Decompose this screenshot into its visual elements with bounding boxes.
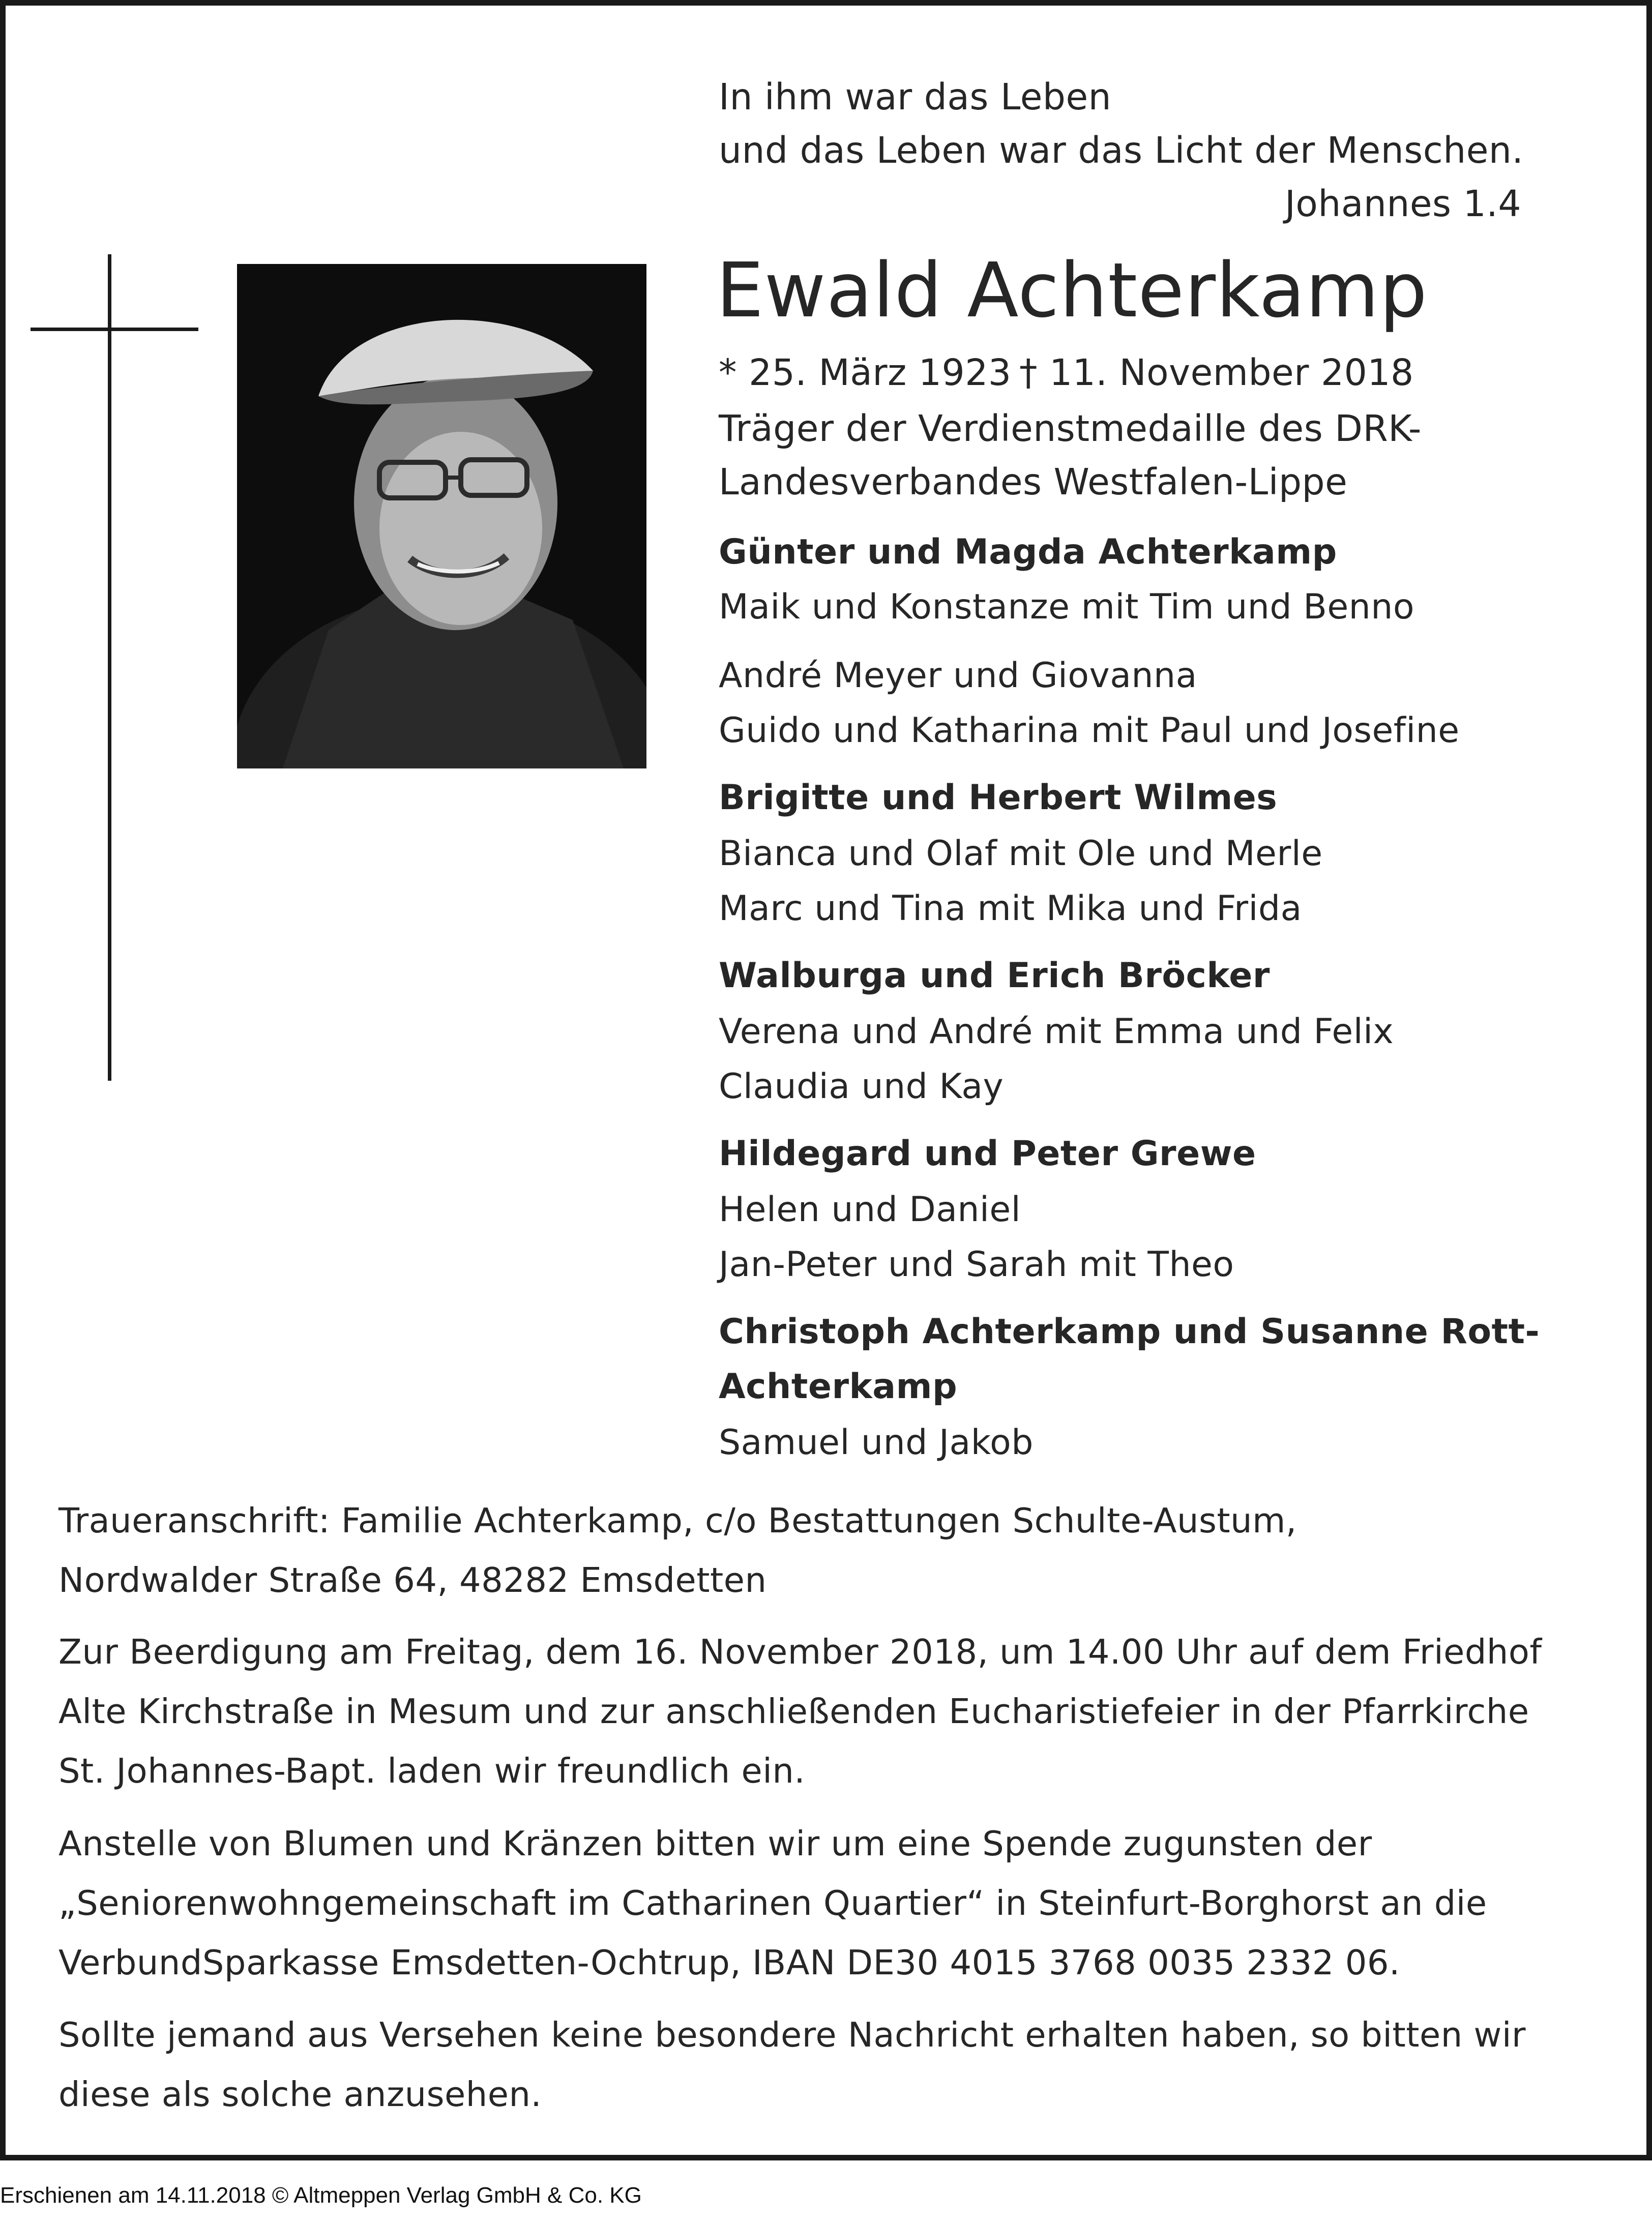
family-1-member-1: Maik und Konstanze mit Tim und Benno (719, 587, 1414, 627)
honor-line-2: Landesverbandes Westfalen-Lippe (719, 461, 1348, 503)
deceased-name: Ewald Achterkamp (716, 247, 1428, 334)
portrait-illustration (237, 264, 646, 768)
family-2-head: André Meyer und Giovanna (719, 656, 1197, 696)
donation-line-1: Anstelle von Blumen und Kränzen bitten wir um eine Spende zugunsten der (58, 1824, 1372, 1863)
closing-line-1: Sollte jemand aus Versehen keine besondere Nachricht erhalten haben, so bitten wir (58, 2015, 1526, 2055)
funeral-line-3: St. Johannes-Bapt. laden wir freundlich ein. (58, 1751, 806, 1791)
donation-line-3: VerbundSparkasse Emsdetten-Ochtrup, IBAN DE30 4015 3768 0035 2332 06. (58, 1943, 1400, 1982)
closing-line-2: diese als solche anzusehen. (58, 2075, 542, 2114)
motto-line-1: In ihm war das Leben (719, 76, 1112, 118)
family-5-head: Hildegard und Peter Grewe (719, 1134, 1256, 1174)
death-date: † 11. November 2018 (1019, 351, 1414, 394)
family-3-member-1: Bianca und Olaf mit Ole und Merle (719, 834, 1323, 874)
family-6-head-line-1: Christoph Achterkamp und Susanne Rott- (719, 1312, 1540, 1352)
family-3-head: Brigitte und Herbert Wilmes (719, 778, 1278, 818)
address-line-2: Nordwalder Straße 64, 48282 Emsdetten (58, 1560, 767, 1600)
motto-line-2: und das Leben war das Licht der Menschen. (719, 129, 1524, 171)
portrait-photo (237, 264, 646, 768)
family-4-member-1: Verena und André mit Emma und Felix (719, 1012, 1394, 1052)
motto-reference: Johannes 1.4 (1284, 183, 1521, 225)
family-5-member-1: Helen und Daniel (719, 1190, 1021, 1230)
donation-line-2: „Seniorenwohngemeinschaft im Catharinen Quartier“ in Steinfurt-Borghorst an die (58, 1883, 1487, 1923)
family-4-member-2: Claudia und Kay (719, 1066, 1004, 1107)
address-line-1: Traueranschrift: Familie Achterkamp, c/o Bestattungen Schulte-Austum, (58, 1501, 1297, 1540)
family-6-member-1: Samuel und Jakob (719, 1423, 1034, 1463)
family-4-head: Walburga und Erich Bröcker (719, 956, 1270, 996)
funeral-line-1: Zur Beerdigung am Freitag, dem 16. November 2018, um 14.00 Uhr auf dem Friedhof (58, 1632, 1542, 1672)
cross-icon (108, 254, 111, 1081)
honor-line-1: Träger der Verdienstmedaille des DRK- (719, 407, 1422, 450)
publication-footer: Erschienen am 14.11.2018 © Altmeppen Verlag GmbH & Co. KG (0, 2183, 642, 2208)
birth-date: * 25. März 1923 (719, 351, 1012, 394)
funeral-line-2: Alte Kirchstraße in Mesum und zur anschließenden Eucharistiefeier in der Pfarrkirche (58, 1692, 1529, 1731)
cross-icon-bar (31, 328, 198, 331)
family-2-member-1: Guido und Katharina mit Paul und Josefine (719, 710, 1460, 751)
family-3-member-2: Marc und Tina mit Mika und Frida (719, 888, 1302, 929)
family-5-member-2: Jan-Peter und Sarah mit Theo (719, 1245, 1234, 1285)
family-1-head: Günter und Magda Achterkamp (719, 532, 1337, 572)
family-6-head-line-2: Achterkamp (719, 1367, 958, 1407)
